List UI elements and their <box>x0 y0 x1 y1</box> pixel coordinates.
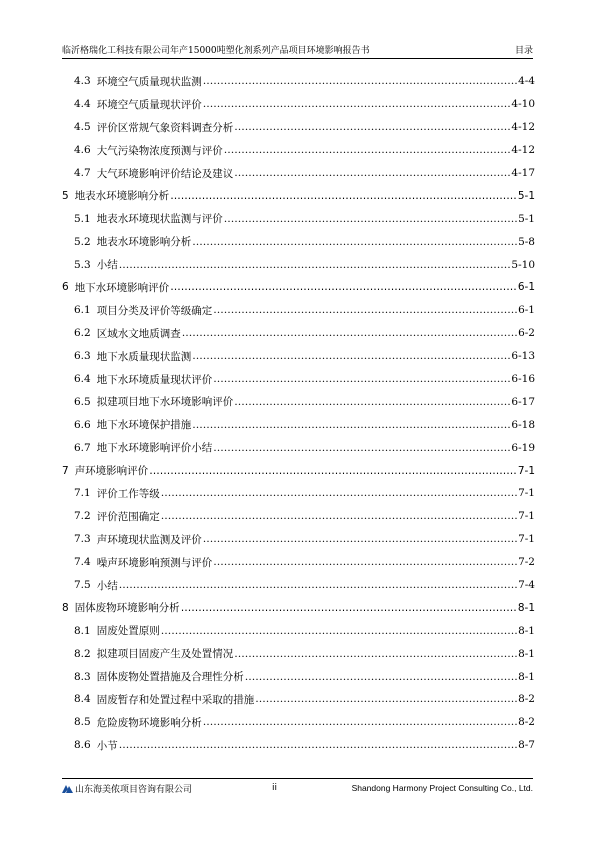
toc-section-entry[interactable] <box>62 230 535 253</box>
toc-entry-number: 6.1 <box>74 304 91 317</box>
toc-entry-number: 4.7 <box>74 167 91 179</box>
toc-entry-number: 7.1 <box>74 487 91 500</box>
toc-section-entry[interactable] <box>62 505 535 528</box>
toc-entry-page: 7-1 <box>518 533 535 546</box>
toc-entry-title: 大气环境影响评价结论及建议 <box>96 167 234 180</box>
toc-section-entry[interactable] <box>62 207 535 230</box>
toc-section-entry[interactable] <box>62 734 535 757</box>
toc-section-entry[interactable] <box>62 368 535 391</box>
toc-entry-title: 固废暂存和处置过程中采取的措施 <box>96 693 255 706</box>
toc-section-entry[interactable] <box>62 619 535 642</box>
toc-leader-dots <box>203 75 517 87</box>
toc-section-entry[interactable] <box>62 70 535 93</box>
toc-leader-dots <box>203 716 517 728</box>
toc-entry-number: 6.6 <box>74 418 91 431</box>
toc-leader-dots <box>234 648 517 660</box>
toc-entry-title: 区域水文地质调查 <box>96 327 181 340</box>
toc-entry-title: 环境空气质量现状监测 <box>96 75 202 88</box>
toc-leader-dots <box>161 625 517 637</box>
toc-section-entry[interactable] <box>62 345 535 368</box>
toc-entry-title: 固体废物处置措施及合理性分析 <box>96 671 244 684</box>
toc-entry-title: 危险废物环境影响分析 <box>96 716 202 729</box>
toc-entry-title: 地表水环境影响分析 <box>74 190 170 203</box>
toc-entry-title: 环境空气质量现状评价 <box>96 98 202 111</box>
toc-section-entry[interactable] <box>62 93 535 116</box>
toc-entry-title: 固废处置原则 <box>96 625 160 638</box>
toc-entry-title: 评价工作等级 <box>96 487 160 500</box>
toc-entry-title: 噪声环境影响预测与评价 <box>96 556 213 569</box>
company-name-cn: 山东海美侬项目咨询有限公司 <box>75 784 193 795</box>
toc-entry-number: 7.2 <box>74 510 91 523</box>
toc-leader-dots <box>213 373 510 385</box>
toc-entry-number: 5.2 <box>74 235 91 248</box>
toc-entry-number: 4.6 <box>74 144 91 157</box>
toc-entry-number: 7.3 <box>74 533 91 546</box>
toc-entry-title: 地表水环境影响分析 <box>96 236 192 249</box>
toc-leader-dots <box>213 556 517 568</box>
toc-entry-title: 地下水质量现状监测 <box>96 350 192 363</box>
toc-leader-dots <box>224 144 511 156</box>
toc-entry-page: 7-1 <box>517 464 535 477</box>
toc-section-entry[interactable] <box>62 688 535 711</box>
toc-entry-number: 5.1 <box>74 212 91 225</box>
toc-entry-page: 8-1 <box>518 670 535 683</box>
toc-entry-title: 评价区常规气象资料调查分析 <box>96 121 234 134</box>
toc-entry-number: 8.4 <box>74 693 91 706</box>
toc-entry-page: 6-19 <box>511 441 535 454</box>
toc-entry-number: 4.3 <box>74 75 91 88</box>
toc-section-entry[interactable] <box>62 139 535 162</box>
section-name: 目录 <box>514 46 533 56</box>
toc-entry-number: 6.2 <box>74 327 91 340</box>
toc-entry-number: 8 <box>62 601 69 614</box>
toc-leader-dots <box>213 442 510 454</box>
toc-entry-number: 6.3 <box>74 350 91 363</box>
toc-entry-title: 声环境影响评价 <box>74 465 149 478</box>
toc-leader-dots <box>170 190 517 202</box>
toc-leader-dots <box>161 510 517 522</box>
toc-leader-dots <box>119 579 517 591</box>
toc-entry-title: 拟建项目地下水环境影响评价 <box>96 396 234 409</box>
toc-chapter-entry[interactable] <box>62 276 535 299</box>
toc-entry-page: 8-1 <box>517 601 535 614</box>
toc-entry-title: 评价范围确定 <box>96 510 160 523</box>
document-title: 临沂格瑞化工科技有限公司年产15000吨塑化剂系列产品项目环境影响报告书 <box>62 46 370 56</box>
header-rule <box>62 58 533 59</box>
toc-entry-number: 7.5 <box>74 579 91 592</box>
toc-leader-dots <box>192 236 517 248</box>
toc-section-entry[interactable] <box>62 574 535 597</box>
toc-leader-dots <box>245 671 517 683</box>
toc-section-entry[interactable] <box>62 528 535 551</box>
toc-entry-number: 5.3 <box>74 258 91 271</box>
toc-entry-title: 项目分类及评价等级确定 <box>96 304 213 317</box>
toc-entry-page: 6-17 <box>511 395 535 408</box>
toc-entry-page: 5-1 <box>517 189 535 202</box>
toc-entry-number: 6 <box>62 281 69 294</box>
toc-entry-page: 4-12 <box>511 121 535 134</box>
toc-entry-page: 6-1 <box>518 304 535 317</box>
toc-entry-page: 4-17 <box>511 167 535 179</box>
toc-entry-title: 小节 <box>96 739 118 752</box>
toc-leader-dots <box>224 213 517 225</box>
toc-entry-number: 6.5 <box>74 395 91 408</box>
toc-section-entry[interactable] <box>62 299 535 322</box>
toc-leader-dots <box>213 304 517 316</box>
toc-entry-page: 6-13 <box>511 350 535 363</box>
toc-entry-number: 7 <box>62 464 69 477</box>
toc-entry-page: 6-2 <box>518 327 535 340</box>
toc-section-entry[interactable] <box>62 116 535 139</box>
toc-leader-dots <box>182 327 517 339</box>
toc-entry-page: 8-2 <box>518 716 535 729</box>
toc-entry-number: 7.4 <box>74 556 91 569</box>
toc-leader-dots <box>119 739 517 751</box>
toc-entry-number: 4.4 <box>74 98 91 111</box>
toc-entry-page: 8-1 <box>518 624 535 637</box>
footer-company <box>62 782 272 795</box>
toc-leader-dots <box>234 167 510 179</box>
company-logo-icon <box>62 783 73 793</box>
toc-section-entry[interactable] <box>62 413 535 436</box>
toc-section-entry[interactable] <box>62 162 535 185</box>
toc-section-entry[interactable] <box>62 253 535 276</box>
toc-entry-number: 8.6 <box>74 739 91 752</box>
toc-section-entry[interactable] <box>62 551 535 574</box>
toc-entry-title: 地下水环境影响评价 <box>74 281 170 294</box>
toc-entry-title: 地下水环境质量现状评价 <box>96 373 213 386</box>
toc-leader-dots <box>119 259 511 271</box>
toc-section-entry[interactable] <box>62 665 535 688</box>
toc-leader-dots <box>192 419 510 431</box>
toc-entry-number: 6.4 <box>74 373 91 386</box>
toc-entry-title: 声环境现状监测及评价 <box>96 533 202 546</box>
toc-entry-page: 7-4 <box>518 579 535 592</box>
toc-entry-number: 8.3 <box>74 670 91 683</box>
toc-entry-page: 7-2 <box>518 556 535 569</box>
toc-entry-title: 地下水环境影响评价小结 <box>96 442 213 455</box>
toc-section-entry[interactable] <box>62 436 535 459</box>
toc-leader-dots <box>161 487 517 499</box>
toc-section-entry[interactable] <box>62 322 535 345</box>
toc-entry-title: 小结 <box>96 579 118 592</box>
toc-entry-page: 4-10 <box>511 98 535 111</box>
toc-leader-dots <box>203 98 511 110</box>
page-number: ii <box>272 783 278 793</box>
toc-chapter-entry[interactable] <box>62 184 535 207</box>
toc-entry-page: 6-18 <box>511 418 535 431</box>
toc-leader-dots <box>234 121 510 133</box>
toc-entry-page: 6-16 <box>511 373 535 386</box>
toc-leader-dots <box>255 693 517 705</box>
toc-entry-number: 5 <box>62 189 69 202</box>
toc-entry-number: 8.5 <box>74 716 91 729</box>
toc-entry-page: 5-8 <box>518 235 535 248</box>
toc-entry-page: 8-2 <box>518 693 535 706</box>
toc-leader-dots <box>170 281 517 293</box>
footer-rule <box>62 778 533 779</box>
toc-entry-page: 5-10 <box>511 258 535 271</box>
toc-leader-dots <box>149 465 517 477</box>
toc-section-entry[interactable] <box>62 711 535 734</box>
toc-entry-page: 5-1 <box>518 212 535 225</box>
page-footer <box>62 781 533 795</box>
toc-entry-page: 4-12 <box>511 144 535 157</box>
toc-section-entry[interactable] <box>62 642 535 665</box>
toc-entry-page: 8-1 <box>518 647 535 660</box>
table-of-contents <box>62 70 535 757</box>
toc-chapter-entry[interactable] <box>62 459 535 482</box>
toc-entry-page: 6-1 <box>517 281 535 294</box>
toc-entry-number: 4.5 <box>74 121 91 134</box>
toc-entry-page: 7-1 <box>518 487 535 500</box>
toc-entry-number: 8.2 <box>74 647 91 660</box>
toc-entry-title: 大气污染物浓度预测与评价 <box>96 144 223 157</box>
toc-section-entry[interactable] <box>62 390 535 413</box>
toc-leader-dots <box>234 396 510 408</box>
toc-chapter-entry[interactable] <box>62 596 535 619</box>
toc-leader-dots <box>203 533 517 545</box>
toc-entry-page: 7-1 <box>518 510 535 523</box>
toc-entry-page: 8-7 <box>518 739 535 752</box>
toc-entry-title: 小结 <box>96 259 118 272</box>
toc-entry-title: 地下水环境保护措施 <box>96 419 192 432</box>
toc-entry-title: 固体废物环境影响分析 <box>74 602 180 615</box>
toc-entry-page: 4-4 <box>518 75 535 88</box>
toc-leader-dots <box>181 602 517 614</box>
page-header <box>62 40 533 56</box>
toc-leader-dots <box>192 350 510 362</box>
toc-entry-title: 拟建项目固废产生及处置情况 <box>96 648 234 661</box>
toc-entry-title: 地表水环境现状监测与评价 <box>96 213 223 226</box>
toc-section-entry[interactable] <box>62 482 535 505</box>
toc-entry-number: 8.1 <box>74 624 91 637</box>
company-name-en: Shandong Harmony Project Consulting Co., Ltd. <box>351 783 533 793</box>
toc-entry-number: 6.7 <box>74 441 91 454</box>
